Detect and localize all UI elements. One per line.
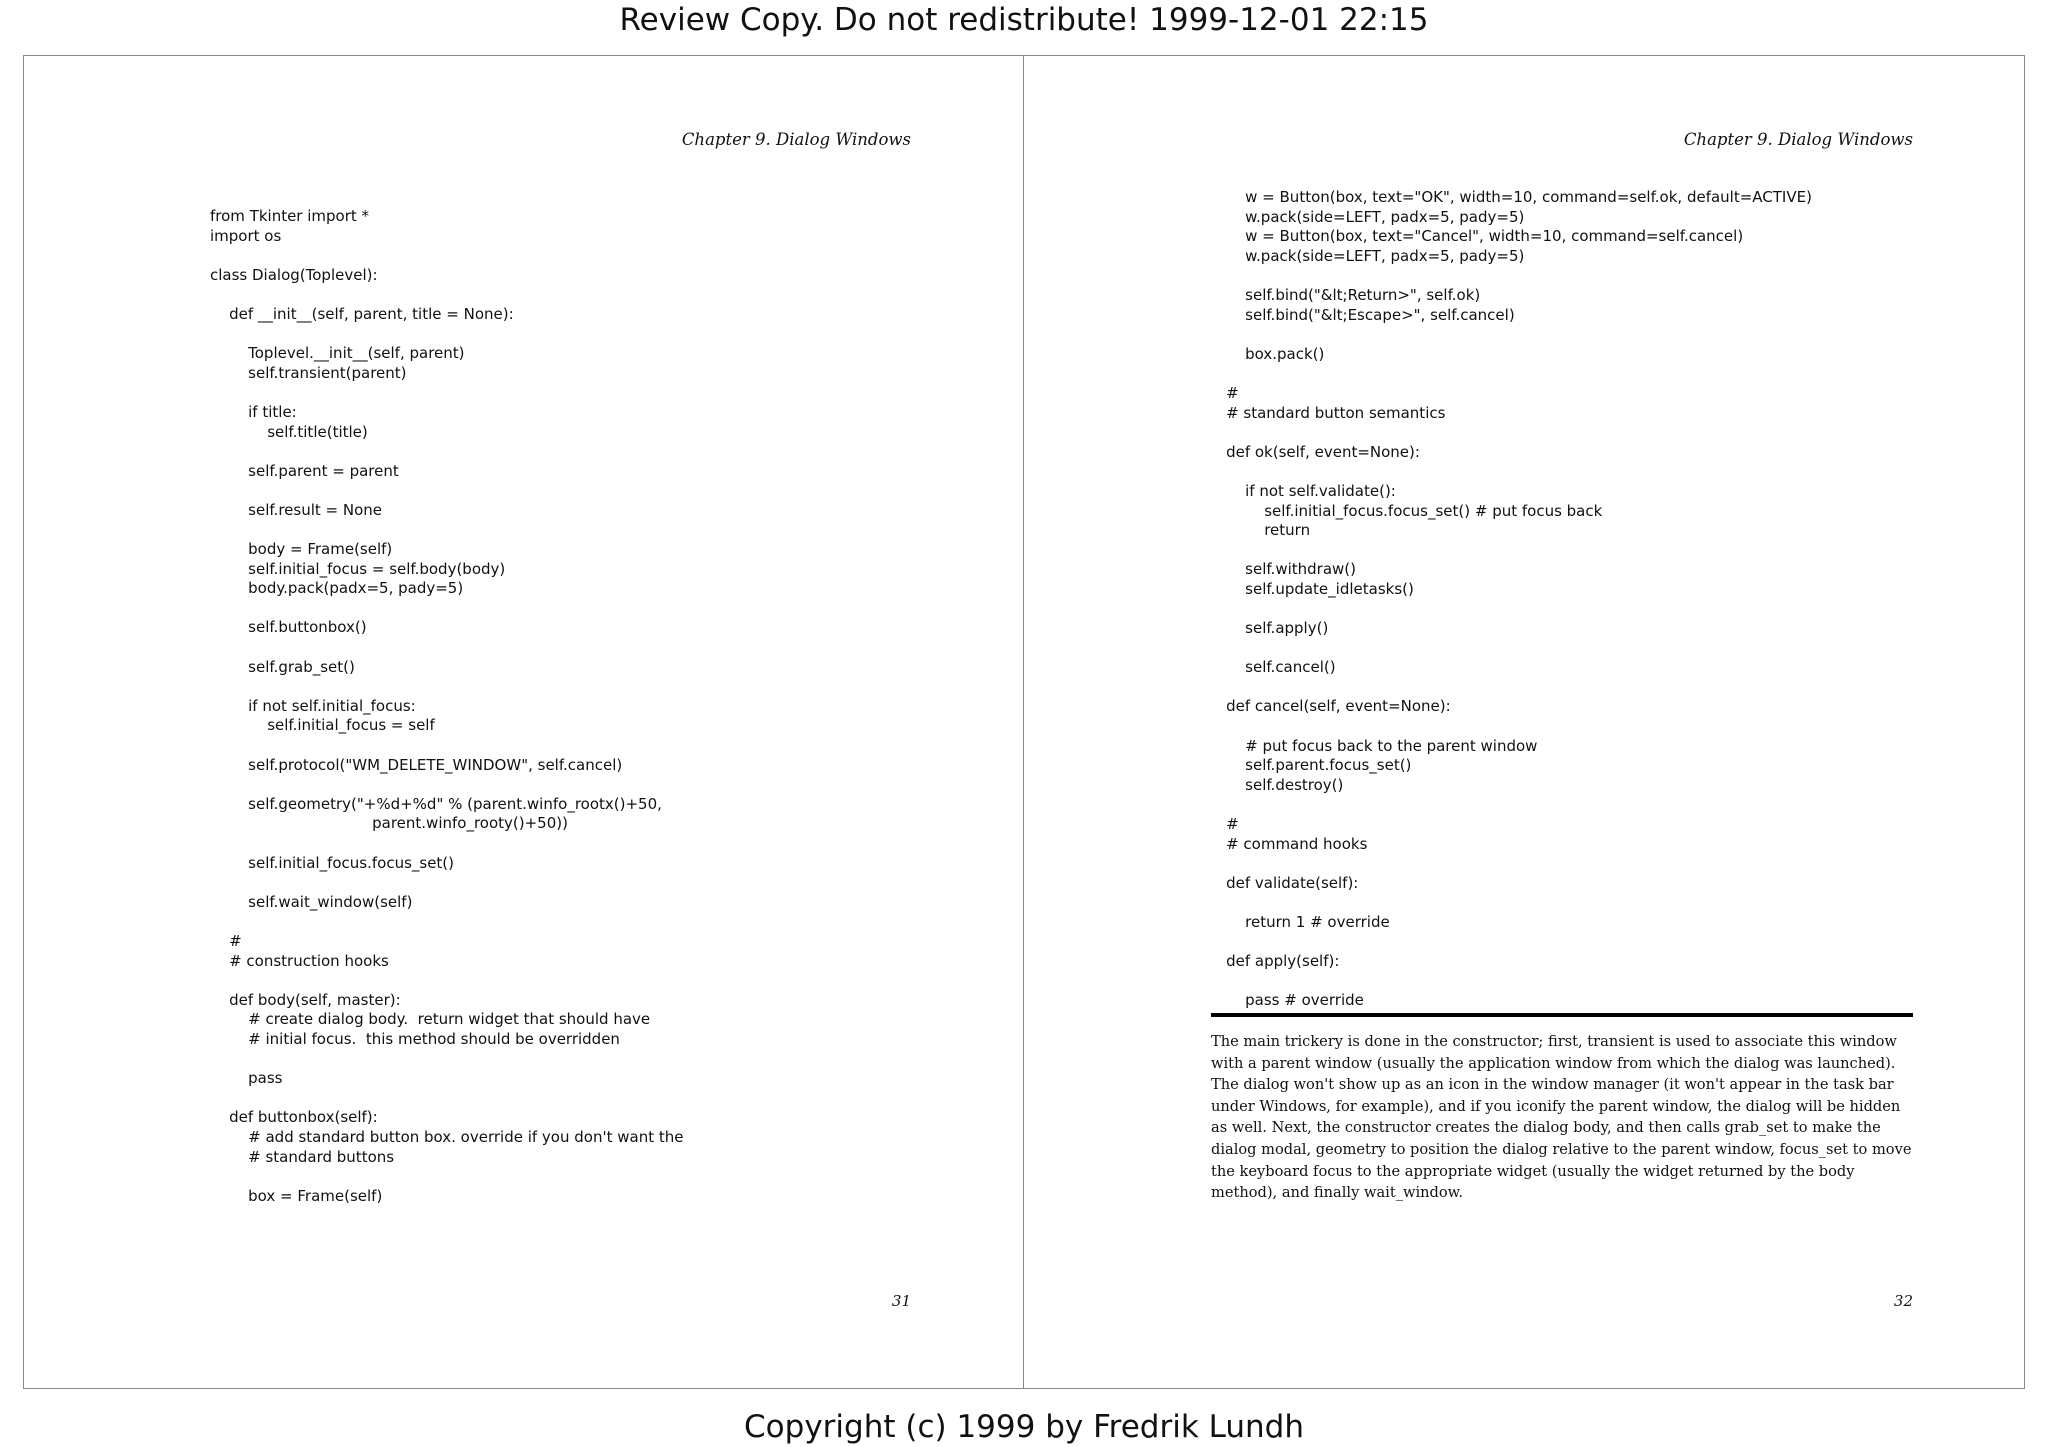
- body-paragraph: The main trickery is done in the constructor; first, transient is used to associate this window with a parent window (usually the application window from which the dialog was launched). The dialog won't show up as an icon in the window manager (it won't appear in the task bar under Windows, for example), and if you iconify the parent window, the dialog will be hidden as well. Next, the constructor creates the dialog body, and then calls grab_set to make the dialog modal, geometry to position the dialog relative to the parent window, focus_set to move the keyboard focus to the appropriate widget (usually the widget returned by the body method), and finally wait_window.: [1211, 1033, 1912, 1202]
- code-listing: from Tkinter import * import os class Dialog(Toplevel): def __init__(self, parent, title = None): Toplevel.__init__(self, parent) self.transient(parent) if title: self.title(title) self.parent = parent self.result = None body = Frame(self) self.initial_focus = self.body(body) body.pack(padx=5, pady=5) self.buttonbox() self.grab_set() if not self.initial_focus: self.initial_focus = self self.protocol("WM_DELETE_WINDOW", self.cancel) self.geometry("+%d+%d" % (parent.winfo_rootx()+50, parent.winfo_rooty()+50)) self.initial_focus.focus_set() self.wait_window(self) # # construction hooks def body(self, master): # create dialog body. return widget that should have # initial focus. this method should be overridden pass def buttonbox(self): # add standard button box. override if you don't want the # standard buttons box = Frame(self): [210, 207, 684, 1205]
- copyright-footer: Copyright (c) 1999 by Fredrik Lundh: [744, 1409, 1304, 1445]
- review-copy-banner: Review Copy. Do not redistribute! 1999-12-01 22:15: [619, 2, 1429, 38]
- page-number: 31: [891, 1292, 911, 1310]
- left-page: [24, 56, 1023, 1388]
- horizontal-rule: [1211, 1013, 1913, 1017]
- chapter-title: Chapter 9. Dialog Windows: [681, 130, 911, 149]
- chapter-title: Chapter 9. Dialog Windows: [1683, 130, 1913, 149]
- page-number: 32: [1893, 1292, 1913, 1310]
- right-page: [1024, 56, 2024, 1388]
- code-listing: w = Button(box, text="OK", width=10, command=self.ok, default=ACTIVE) w.pack(side=LEFT, padx=5, pady=5) w = Button(box, text="Cancel", width=10, command=self.cancel) w.pack(side=LEFT, padx=5, pady=5) self.bind("&lt;Return>", self.ok) self.bind("&lt;Escape>", self.cancel) box.pack() # # standard button semantics def ok(self, event=None): if not self.validate(): self.initial_focus.focus_set() # put focus back return self.withdraw() self.update_idletasks() self.apply() self.cancel() def cancel(self, event=None): # put focus back to the parent window self.parent.focus_set() self.destroy() # # command hooks def validate(self): return 1 # override def apply(self): pass # override: [1226, 188, 1812, 1010]
